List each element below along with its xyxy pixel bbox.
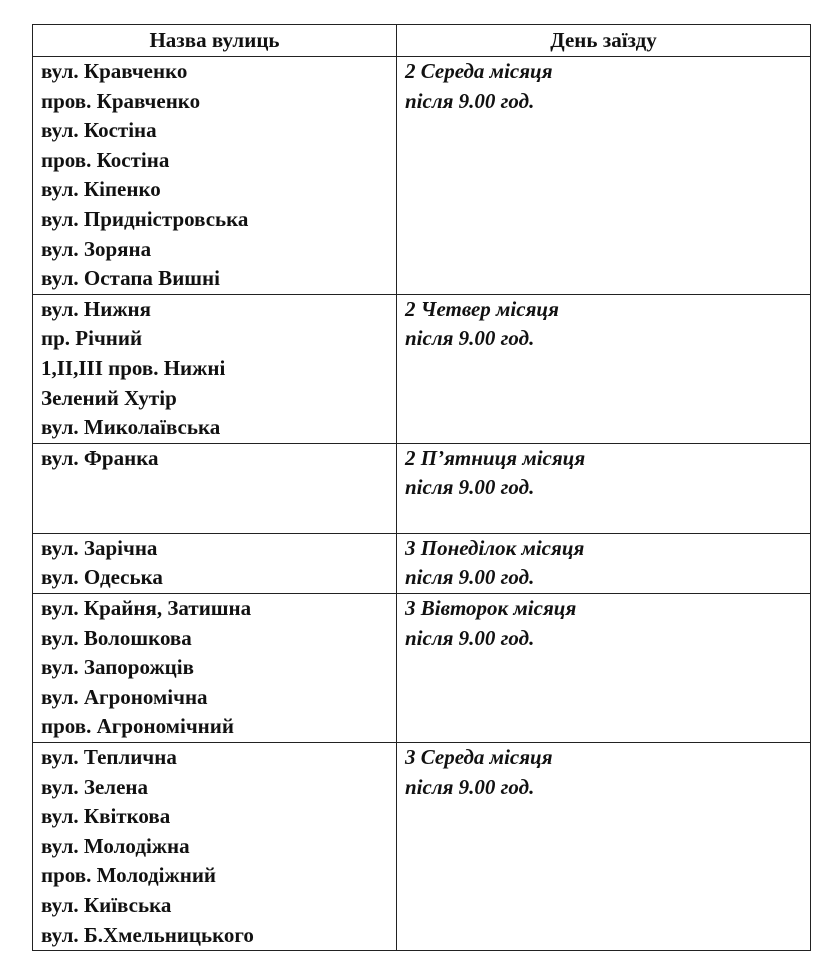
time-after: після 9.00 год.: [405, 88, 535, 113]
street-name: вул. Квіткова: [41, 804, 171, 829]
day-of-month: 3 Середа місяця: [405, 744, 553, 769]
street-name: пров. Кравченко: [41, 88, 201, 113]
street-name: вул. Кравченко: [41, 59, 188, 83]
schedule-table: [32, 24, 811, 951]
day-cell: [397, 742, 811, 950]
table-row: [33, 57, 811, 295]
street-name: Зелений Хутір: [41, 385, 177, 410]
street-name: вул. Волошкова: [41, 625, 192, 650]
street-name: вул. Київська: [41, 892, 172, 917]
day-cell: [397, 593, 811, 742]
street-name: вул. Теплична: [41, 744, 177, 769]
street-name: пр. Річний: [41, 326, 143, 351]
street-name: вул. Зарічна: [41, 535, 158, 560]
day-of-month: 2 П’ятниця місяця: [405, 445, 586, 470]
day-of-month: 3 Понеділок місяця: [405, 535, 585, 560]
day-cell: [397, 533, 811, 593]
street-name: вул. Б.Хмельницького: [41, 922, 254, 947]
street-name: пров. Молодіжний: [41, 863, 217, 888]
street-name: вул. Костіна: [41, 118, 157, 143]
table-row: [33, 443, 811, 533]
street-name: вул. Зоряна: [41, 236, 152, 261]
header-streets: Назва вулиць: [33, 25, 397, 57]
street-name: 1,ІІ,ІІІ пров. Нижні: [41, 355, 226, 380]
time-after: після 9.00 год.: [405, 565, 535, 590]
street-name: вул. Молодіжна: [41, 833, 190, 858]
table-row: [33, 742, 811, 950]
street-name: вул. Франка: [41, 445, 159, 470]
streets-cell: [33, 593, 397, 742]
day-of-month: 2 Четвер місяця: [405, 296, 559, 321]
day-of-month: 3 Вівторок місяця: [405, 595, 577, 620]
header-day: День заїзду: [397, 25, 811, 57]
day-of-month: 2 Середа місяця: [405, 59, 553, 83]
table-row: [33, 533, 811, 593]
street-name: вул. Запорожців: [41, 655, 194, 680]
street-name: вул. Одеська: [41, 565, 163, 590]
street-name: пров. Костіна: [41, 147, 170, 172]
street-name: вул. Крайня, Затишна: [41, 595, 252, 620]
street-name: вул. Зелена: [41, 774, 148, 799]
header-row: [33, 25, 811, 57]
time-after: після 9.00 год.: [405, 774, 535, 799]
streets-cell: [33, 294, 397, 443]
streets-cell: [33, 57, 397, 295]
street-name: вул. Остапа Вишні: [41, 266, 220, 291]
streets-cell: [33, 533, 397, 593]
street-name: пров. Агрономічний: [41, 714, 234, 739]
day-cell: [397, 294, 811, 443]
day-cell: [397, 57, 811, 295]
street-name: вул. Нижня: [41, 296, 152, 321]
streets-cell: [33, 443, 397, 533]
time-after: після 9.00 год.: [405, 475, 535, 500]
street-name: вул. Миколаївська: [41, 415, 221, 440]
time-after: після 9.00 год.: [405, 625, 535, 650]
table-row: [33, 294, 811, 443]
day-cell: [397, 443, 811, 533]
table-row: [33, 593, 811, 742]
street-name: вул. Кіпенко: [41, 177, 161, 202]
street-name: вул. Агрономічна: [41, 684, 208, 709]
streets-cell: [33, 742, 397, 950]
street-name: вул. Придністровська: [41, 206, 249, 231]
time-after: після 9.00 год.: [405, 326, 535, 351]
